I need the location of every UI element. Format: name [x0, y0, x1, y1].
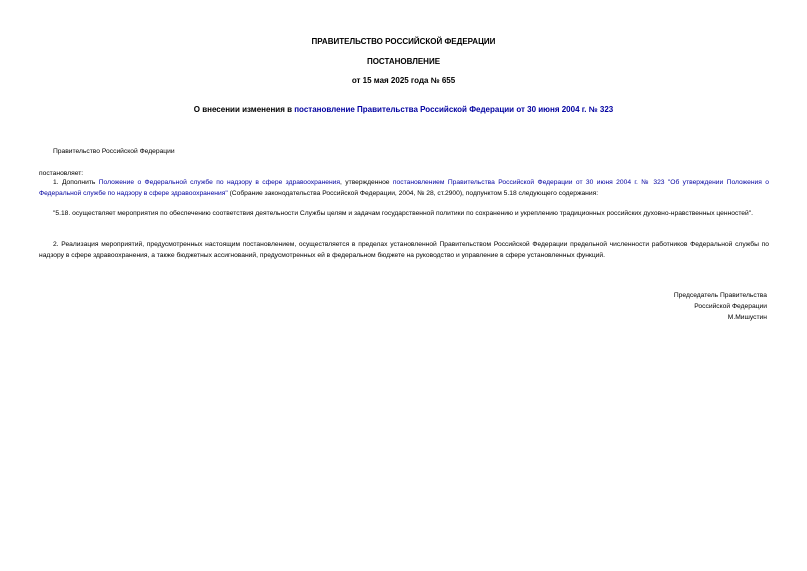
item-1-prefix: 1. Дополнить [53, 179, 99, 186]
signature-name: М.Мишустин [727, 314, 767, 321]
document-subject [0, 105, 807, 115]
government-line: Правительство Российской Федерации [53, 148, 175, 155]
item-1-middle: , утвержденное [340, 179, 393, 186]
document-date-number: от 15 мая 2025 года № 655 [351, 76, 456, 85]
subclause-5-18-quote: "5.18. осуществляет мероприятия по обеспечению соответствия деятельности Службы целям и задачам государственной политики по сохранению и укреплению традиционных российских духовно-нравственных ценностей". [53, 210, 753, 217]
item-1-suffix: (Собрание законодательства Российской Федерации, 2004, № 28, ст.2900), подпунктом 5.18 следующего содержания: [227, 190, 599, 197]
signature-organization: Российской Федерации [694, 303, 767, 310]
resolves-line: постановляет: [39, 170, 84, 177]
resolution-323-link[interactable]: постановлением Правительства Российской Федерации от 30 июня 2004 г. № 323 "Об утверждении Положения о Федеральной службе по надзору в сфере здравоохранения" [39, 179, 769, 197]
issuing-authority: ПРАВИТЕЛЬСТВО РОССИЙСКОЙ ФЕДЕРАЦИИ [311, 37, 496, 46]
item-2-paragraph: 2. Реализация мероприятий, предусмотренных настоящим постановлением, осуществляется в пределах установленной Правительством Российской Федерации предельной численности работников Федеральной службы по надзору в сфере здравоохранения, а также бюджетных ассигнований, предусмотренных ей в федеральном бюджете на руководство и управление в сфере установленных функций. [39, 241, 769, 259]
subject-link-resolution-323[interactable]: постановление Правительства Российской Федерации от 30 июня 2004 г. № 323 [294, 105, 614, 114]
document-type: ПОСТАНОВЛЕНИЕ [366, 57, 441, 66]
item-1-paragraph [39, 177, 769, 199]
regulation-link[interactable]: Положение о Федеральной службе по надзору в сфере здравоохранения [98, 179, 341, 186]
subject-prefix: О внесении изменения в [193, 105, 295, 114]
signature-title: Председатель Правительства [673, 292, 767, 299]
